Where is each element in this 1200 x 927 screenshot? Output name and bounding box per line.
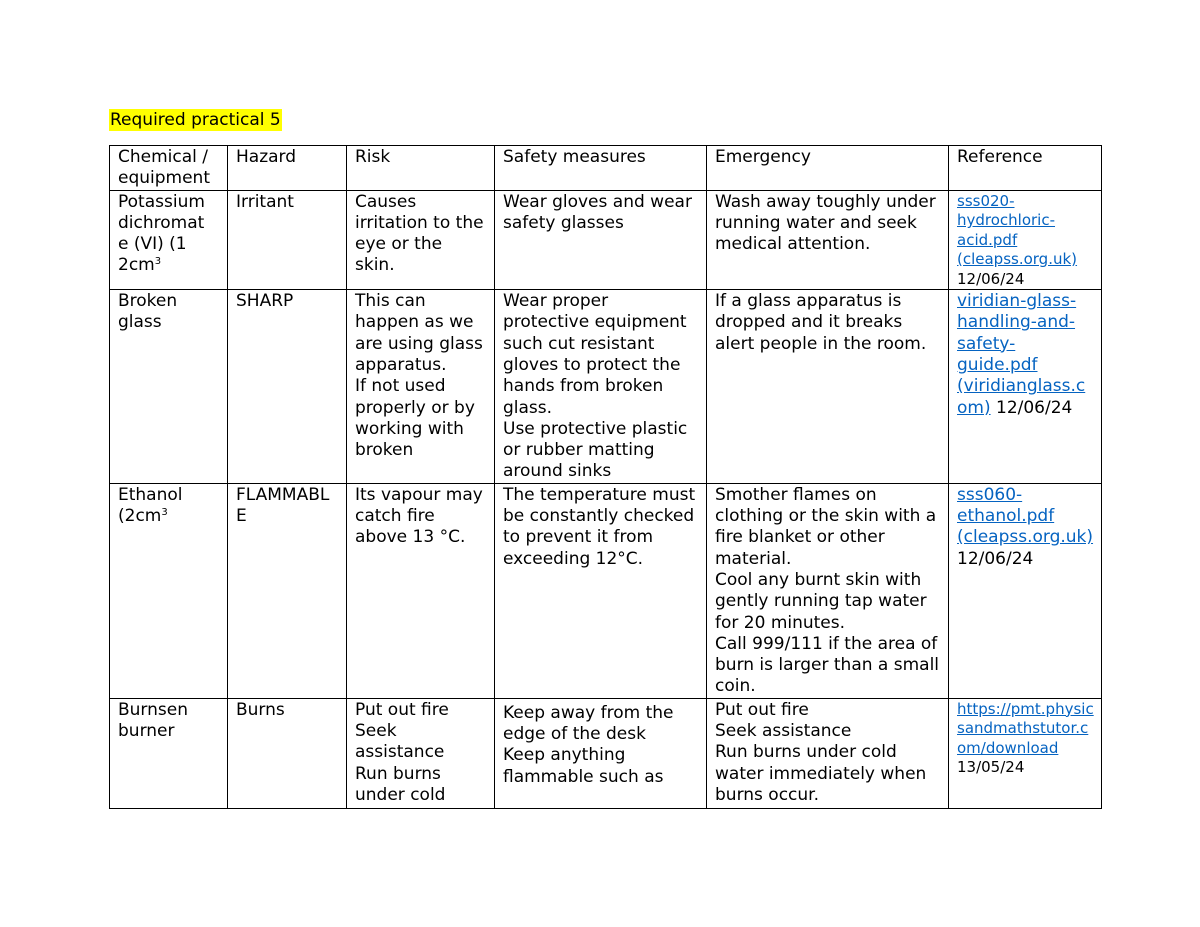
hazard-cell: SHARP [228,290,347,484]
hazard-cell: FLAMMABL E [228,483,347,698]
header-hazard: Hazard [228,146,347,191]
hazard-cell: Irritant [228,190,347,290]
header-risk: Risk [347,146,495,191]
chemical-cell [110,483,228,698]
risk-line: If not used properly or by working with broken [355,376,475,461]
emergency-cell [707,698,949,808]
chemical-cell: Burnsen burner [110,698,228,808]
risk-cell [347,698,495,808]
safety-line: The temperature must be constantly checked to prevent it from exceeding 12°C. [503,484,696,569]
reference-date: 13/05/24 [957,758,1025,777]
emergency-cell [707,290,949,484]
reference-link[interactable]: https://pmt.physicsandmathstutor.com/download [957,699,1094,757]
emergency-line: Cool any burnt skin with gently running tap water for 20 minutes. [715,569,927,633]
superscript: 3 [161,507,168,519]
reference-cell [949,190,1102,290]
risk-cell [347,483,495,698]
table-header-row [110,146,1102,191]
reference-cell [949,290,1102,484]
reference-link[interactable]: sss020-hydrochloric-acid.pdf (cleapss.org.uk) [957,191,1078,269]
safety-cell [495,190,707,290]
safety-line: Wear gloves and wear safety glasses [503,191,692,233]
emergency-line: Wash away toughly under running water and seek medical attention. [715,191,936,255]
reference-date: 12/06/24 [996,397,1073,418]
emergency-line: Call 999/111 if the area of burn is larger than a small coin. [715,633,940,697]
safety-cell [495,483,707,698]
risk-cell [347,190,495,290]
header-chemical: Chemical / equipment [110,146,228,191]
safety-cell [495,290,707,484]
risk-line: This can happen as we are using glass apparatus. [355,291,483,375]
emergency-cell [707,483,949,698]
table-row [110,190,1102,290]
hazard-cell: Burns [228,698,347,808]
header-reference: Reference [949,146,1102,191]
reference-link[interactable]: viridian-glass-handling-and-safety-guide.pdf (viridianglass.com) [957,291,1086,418]
table-row [110,290,1102,484]
document-title: Required practical 5 [110,110,281,130]
table-row [110,483,1102,698]
safety-table [109,145,1102,809]
risk-line: Its vapour may catch fire above 13 °C. [355,484,483,548]
emergency-line: Run burns under cold water immediately when burns occur. [715,742,927,805]
emergency-line: Seek assistance [715,721,852,742]
chemical-name: Ethanol (2cm [118,484,183,527]
emergency-line: Smother flames on clothing or the skin with a fire blanket or other material. [715,484,937,569]
emergency-line: If a glass apparatus is dropped and it breaks alert people in the room. [715,291,927,354]
risk-line: Put out fire [355,699,449,720]
safety-cell [495,698,707,808]
reference-cell [949,698,1102,808]
safety-line: Keep anything flammable such as [503,745,664,787]
emergency-line: Put out fire [715,699,809,720]
safety-line: Use protective plastic or rubber matting around sinks [503,418,688,482]
header-safety-measures: Safety measures [495,146,707,191]
risk-line: Seek assistance [355,721,445,763]
reference-date: 12/06/24 [957,548,1034,569]
reference-date: 12/06/24 [957,269,1025,288]
chemical-name: Potassium dichromat e (VI) (1 2cm [118,191,205,276]
chemical-cell: Broken glass [110,290,228,484]
safety-line: Keep away from the edge of the desk [503,702,674,745]
risk-line: Run burns under cold [355,763,446,805]
emergency-cell [707,190,949,290]
safety-line: Wear proper protective equipment such cut resistant gloves to protect the hands from broken glass. [503,291,687,418]
header-emergency: Emergency [707,146,949,191]
reference-link[interactable]: sss060-ethanol.pdf (cleapss.org.uk) [957,484,1094,548]
superscript: 3 [154,256,162,268]
risk-line: Causes irritation to the eye or the skin. [355,191,484,276]
table-row [110,698,1102,808]
reference-cell [949,483,1102,698]
risk-cell [347,290,495,484]
chemical-cell [110,190,228,290]
